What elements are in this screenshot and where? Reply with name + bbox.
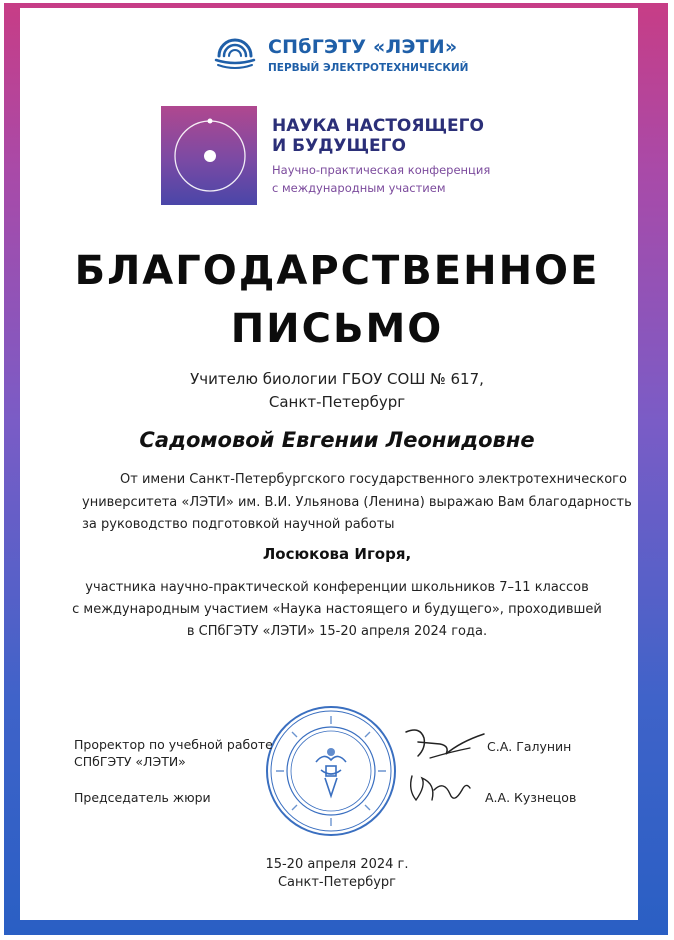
signatory-name2: А.А. Кузнецов <box>485 790 577 805</box>
orbit-icon <box>161 106 257 205</box>
conference-title-line1: НАУКА НАСТОЯЩЕГО <box>272 116 484 136</box>
signatory-name1: С.А. Галунин <box>487 739 572 754</box>
conference-subtitle <box>272 161 490 197</box>
handwritten-signature-2-icon <box>404 770 474 810</box>
conference-title <box>272 116 484 156</box>
conference-logo <box>161 106 257 205</box>
university-subtitle: ПЕРВЫЙ ЭЛЕКТРОТЕХНИЧЕСКИЙ <box>268 62 469 74</box>
student-name: Лосюкова Игоря, <box>262 545 412 563</box>
body-line1: От имени Санкт-Петербургского государственного электротехнического <box>120 472 627 487</box>
official-stamp-icon <box>264 704 398 838</box>
document-title-line1: БЛАГОДАРСТВЕННОЕ <box>74 248 600 294</box>
signatory-role1-line1: Проректор по учебной работе <box>74 737 273 752</box>
conference-subtitle-line1: Научно-практическая конференция <box>272 163 491 177</box>
recipient-role-line2: Санкт-Петербург <box>268 393 406 411</box>
handwritten-signature-1-icon <box>400 722 488 772</box>
document-title-line2: ПИСЬМО <box>230 306 444 352</box>
university-name: СПбГЭТУ «ЛЭТИ» <box>268 36 458 58</box>
recipient-role-line1: Учителю биологии ГБОУ СОШ № 617, <box>190 370 484 388</box>
participation-line1: участника научно-практической конференции школьников 7–11 классов <box>85 580 589 595</box>
participation-line3: в СПбГЭТУ «ЛЭТИ» 15-20 апреля 2024 года. <box>186 624 488 639</box>
conference-subtitle-line2: с международным участием <box>272 181 446 195</box>
signatory-role1-line2: СПбГЭТУ «ЛЭТИ» <box>74 754 186 769</box>
footer-city: Санкт-Петербург <box>277 875 397 890</box>
recipient-name: Садомовой Евгении Леонидовне <box>139 428 535 452</box>
footer-date: 15-20 апреля 2024 г. <box>265 857 409 872</box>
participation-line2: с международным участием «Наука настоящего и будущего», проходившей <box>72 602 602 617</box>
signatory-role2: Председатель жюри <box>74 790 211 805</box>
university-logo-icon <box>212 36 258 76</box>
body-line3: за руководство подготовкой научной работы <box>82 517 395 532</box>
body-line2: университета «ЛЭТИ» им. В.И. Ульянова (Ленина) выражаю Вам благодарность <box>82 495 632 510</box>
conference-title-line2: И БУДУЩЕГО <box>272 136 406 156</box>
